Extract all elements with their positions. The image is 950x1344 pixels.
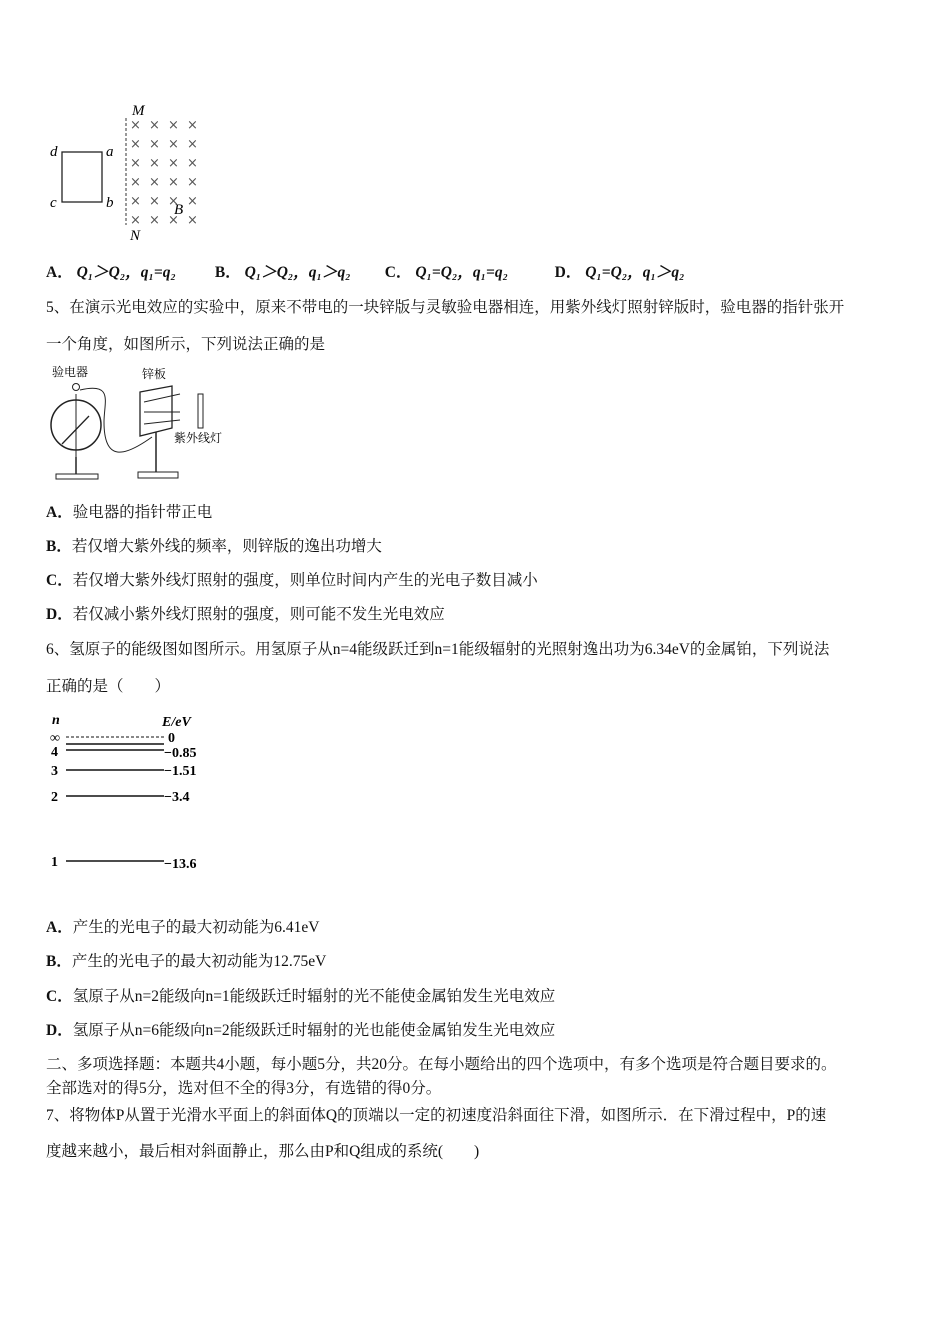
svg-text:2: 2 [51, 790, 58, 805]
field-cross-mark: × [168, 156, 179, 171]
q7-stem-2: 度越来越小，最后相对斜面静止，那么由P和Q组成的系统( ) [46, 1143, 480, 1160]
svg-text:验电器: 验电器 [52, 365, 89, 379]
field-cross-mark: × [149, 194, 160, 209]
field-cross-mark: × [168, 118, 179, 133]
field-cross-mark: × [168, 194, 179, 209]
field-cross-mark: × [187, 118, 198, 133]
field-cross-mark: × [187, 194, 198, 209]
q5-stem-2: 一个角度，如图所示，下列说法正确的是 [46, 336, 326, 353]
svg-text:−1.51: −1.51 [164, 764, 197, 779]
svg-text:∞: ∞ [50, 731, 60, 746]
q6-option-a[interactable]: A．产生的光电子的最大初动能为6.41eV [46, 919, 320, 936]
field-cross-mark: × [168, 137, 179, 152]
field-cross-mark: × [168, 213, 179, 228]
field-cross-mark: × [149, 175, 160, 190]
svg-text:n: n [52, 713, 60, 728]
option-b[interactable]: B． Q₁＞Q₂，q₁＞q₂ [214, 264, 351, 281]
field-cross-mark: × [149, 118, 160, 133]
field-cross-mark: × [130, 194, 141, 209]
q7-stem: 7、将物体P从置于光滑水平面上的斜面体Q的顶端以一定的初速度沿斜面往下滑，如图所示．在下滑过程中，P的速 [46, 1107, 827, 1124]
svg-text:−3.4: −3.4 [164, 790, 190, 805]
svg-text:M: M [132, 103, 145, 119]
q6-option-c[interactable]: C．氢原子从n=2能级向n=1能级跃迁时辐射的光不能使金属铂发生光电效应 [46, 988, 556, 1005]
svg-text:−13.6: −13.6 [164, 857, 197, 872]
field-cross-mark: × [130, 213, 141, 228]
q5-option-a[interactable]: A．验电器的指针带正电 [46, 504, 213, 521]
field-cross-mark: × [187, 213, 198, 228]
svg-text:锌板: 锌板 [142, 367, 167, 381]
svg-text:1: 1 [51, 855, 58, 870]
q6-stem: 6、氢原子的能级图如图所示。用氢原子从n=4能级跃迁到n=1能级辐射的光照射逸出功为6.34eV的金属铂，下列说法 [46, 641, 830, 658]
svg-text:N: N [130, 228, 141, 244]
field-cross-mark: × [168, 175, 179, 190]
q6-option-d[interactable]: D．氢原子从n=6能级向n=2能级跃迁时辐射的光也能使金属铂发生光电效应 [46, 1022, 556, 1039]
field-cross-mark: × [130, 156, 141, 171]
svg-text:c: c [50, 195, 57, 211]
svg-text:0: 0 [168, 731, 175, 746]
section-2-heading: 二、多项选择题：本题共4小题，每小题5分，共20分。在每小题给出的四个选项中，有多个选项是符合题目要求的。 [46, 1056, 837, 1073]
section-2-note: 全部选对的得5分，选对但不全的得3分，有选错的得0分。 [46, 1080, 442, 1097]
field-cross-mark: × [130, 118, 141, 133]
field-cross-mark: × [149, 156, 160, 171]
svg-text:紫外线灯: 紫外线灯 [174, 431, 223, 445]
field-cross-mark: × [130, 137, 141, 152]
field-cross-mark: × [130, 175, 141, 190]
svg-text:d: d [50, 144, 58, 160]
svg-text:a: a [106, 144, 114, 160]
q5-option-b[interactable]: B．若仅增大紫外线的频率，则锌版的逸出功增大 [46, 538, 382, 555]
svg-text:E/eV: E/eV [162, 715, 191, 730]
q5-option-d[interactable]: D．若仅减小紫外线灯照射的强度，则可能不发生光电效应 [46, 606, 445, 623]
q5-option-c[interactable]: C．若仅增大紫外线灯照射的强度，则单位时间内产生的光电子数目减小 [46, 572, 538, 589]
option-a[interactable]: A． Q₁＞Q₂，q₁=q₂ [46, 264, 176, 281]
field-cross-mark: × [187, 175, 198, 190]
q6-stem-2: 正确的是（ ） [46, 678, 171, 695]
option-d[interactable]: D． Q₁=Q₂，q₁＞q₂ [554, 264, 685, 281]
photoelectric-figure [44, 362, 254, 484]
magnetic-field-figure [46, 100, 206, 245]
q4-options [46, 260, 685, 282]
svg-text:B: B [174, 202, 184, 218]
svg-text:−0.85: −0.85 [164, 746, 197, 761]
svg-text:3: 3 [51, 764, 58, 779]
field-cross-mark: × [149, 137, 160, 152]
option-c[interactable]: C． Q₁=Q₂，q₁=q₂ [384, 264, 508, 281]
field-cross-mark: × [187, 156, 198, 171]
svg-text:b: b [106, 195, 114, 211]
svg-text:4: 4 [51, 745, 58, 760]
field-cross-mark: × [149, 213, 160, 228]
q5-stem: 5、在演示光电效应的实验中，原来不带电的一块锌版与灵敏验电器相连，用紫外线灯照射锌版时，验电器的指针张开 [46, 299, 845, 316]
energy-level-diagram [46, 708, 226, 878]
q6-option-b[interactable]: B．产生的光电子的最大初动能为12.75eV [46, 953, 327, 970]
field-cross-mark: × [187, 137, 198, 152]
